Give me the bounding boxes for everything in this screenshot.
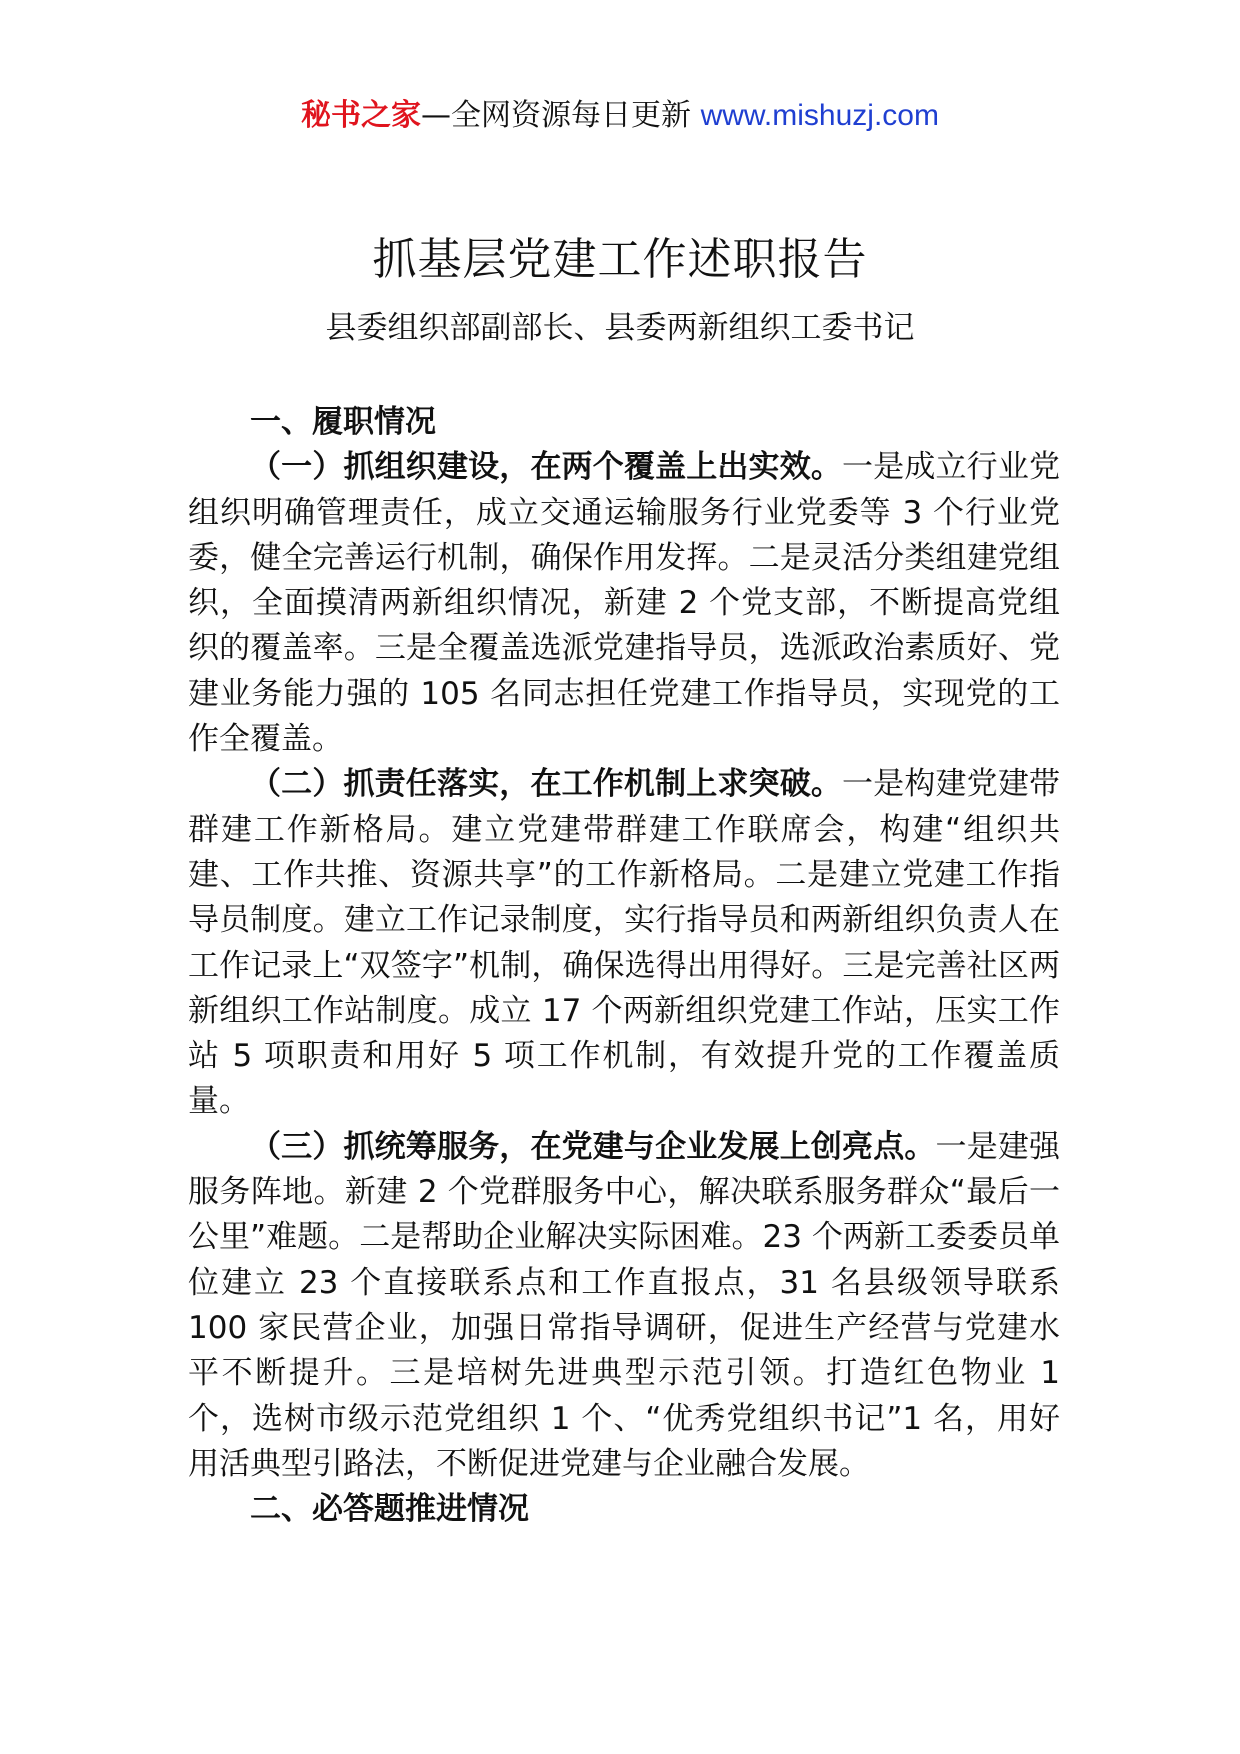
paragraph-1-text: 一是成立行业党组织明确管理责任，成立交通运输服务行业党委等 3 个行业党委，健全完善运行机制，确保作用发挥。二是灵活分类组建党组织，全面摸清两新组织情况，新建 2 个党支部，不断提高党组织的覆盖率。三是全覆盖选派党建指导员，选派政治素质好、党建业务能力强的 105 名同志担任党建工作指导员，实现党的工作全覆盖。 [188, 449, 1061, 758]
header-tagline: —全网资源每日更新 [421, 98, 701, 133]
paragraph-1 [188, 445, 1060, 762]
site-url-link[interactable]: www.mishuzj.com [700, 99, 939, 132]
paragraph-2-lead: （二）抓责任落实，在工作机制上求突破。 [250, 766, 843, 803]
document-subtitle: 县委组织部副部长、县委两新组织工委书记 [325, 310, 915, 346]
paragraph-3-lead: （三）抓统筹服务，在党建与企业发展上创亮点。 [250, 1128, 936, 1165]
paragraph-2 [188, 762, 1060, 1124]
paragraph-3 [188, 1125, 1060, 1487]
paragraph-1-lead: （一）抓组织建设，在两个覆盖上出实效。 [250, 449, 843, 486]
section-heading-2: 二、必答题推进情况 [250, 1491, 529, 1528]
section-heading-1: 一、履职情况 [250, 404, 436, 440]
paragraph-2-text: 一是构建党建带群建工作新格局。建立党建带群建工作联席会，构建“组织共建、工作共推、资源共享”的工作新格局。二是建立党建工作指导员制度。建立工作记录制度，实行指导员和两新组织负责人在工作记录上“双签字”机制，确保选得出用得好。三是完善社区两新组织工作站制度。成立 17 个两新组织党建工作站，压实工作站 5 项职责和用好 5 项工作机制，有效提升党的工作覆盖质量。 [188, 766, 1061, 1120]
document-body [188, 400, 1060, 1532]
paragraph-3-text: 一是建强服务阵地。新建 2 个党群服务中心，解决联系服务群众“最后一公里”难题。二是帮助企业解决实际困难。23 个两新工委委员单位建立 23 个直接联系点和工作直报点，31 名县级领导联系 100 家民营企业，加强日常指导调研，促进生产经营与党建水平不断提升。三是培树先进典型示范引领。打造红色物业 1 个，选树市级示范党组织 1 个、“优秀党组织书记”1 名，用好用活典型引路法，不断促进党建与企业融合发展。 [188, 1128, 1061, 1482]
site-header [0, 96, 1240, 136]
document-title: 抓基层党建工作述职报告 [372, 234, 868, 285]
brand-name: 秘书之家 [301, 98, 422, 133]
